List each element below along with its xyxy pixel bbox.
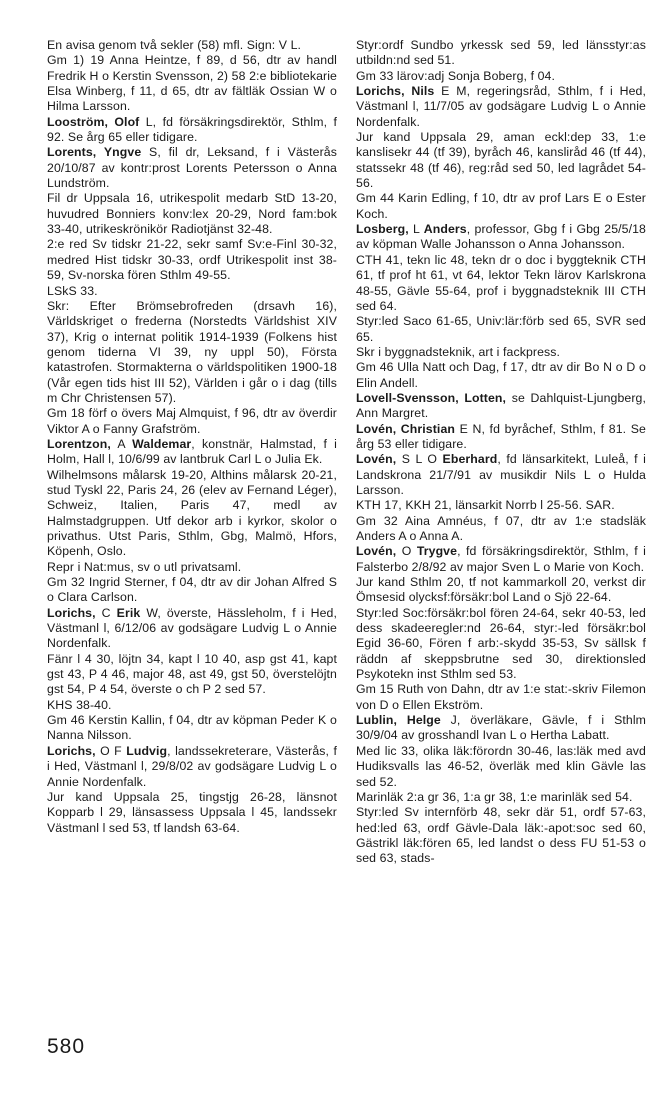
entry-initials: O F bbox=[95, 743, 127, 758]
biography-entry-heading bbox=[356, 422, 646, 453]
entry-details: W, överste, Hässleholm, f i Hed, Västmanl l, 6/12/06 av godsägare Ludvig L o Annie Nordenfalk. bbox=[47, 605, 338, 651]
biography-entry-heading bbox=[356, 544, 646, 575]
biography-paragraph: En avisa genom två sekler (58) mfl. Sign: V L. bbox=[47, 38, 302, 52]
page-number: 580 bbox=[47, 1035, 86, 1058]
biography-entry-heading bbox=[47, 606, 337, 652]
biography-paragraph: Gm 44 Karin Edling, f 10, dtr av prof Lars E o Ester Koch. bbox=[356, 191, 646, 221]
entry-details: , landssekreterare, Västerås, f i Hed, Västmanl l, 29/8/02 av godsägare Ludvig L o Annie Nordenfalk. bbox=[47, 743, 337, 789]
biography-paragraph: Gm 32 Aina Amnéus, f 07, dtr av 1:e stadsläk Anders A o Anna A. bbox=[356, 513, 646, 543]
entry-surname: Lorentzon, bbox=[47, 436, 111, 451]
entry-surname: Lovell-Svensson, Lotten, bbox=[356, 390, 507, 405]
biography-entry-heading bbox=[356, 452, 646, 498]
biography-entry-heading bbox=[47, 437, 337, 468]
entry-details: se Dahlquist-Ljungberg, Ann Margret. bbox=[356, 390, 646, 421]
biography-paragraph: Fänr l 4 30, löjtn 34, kapt l 10 40, asp gst 41, kapt gst 43, P 4 46, major 48, ast 49, gst 50, överstelöjtn gst 54, P 4 54, överste o ch P 2 sed 57. bbox=[47, 651, 337, 697]
entry-details: , professor, Gbg f i Gbg 25/5/18 av köpman Walle Johansson o Anna Johansson. bbox=[356, 222, 646, 252]
biography-paragraph: Skr i byggnadsteknik, art i fackpress. bbox=[356, 344, 561, 359]
biography-entry-heading bbox=[356, 713, 646, 744]
entry-surname: Lovén, bbox=[356, 452, 397, 467]
biography-paragraph: Styr:led Sv internförb 48, sekr där 51, ordf 57-63, hed:led 63, ordf Gävle-Dala läk:-apot:soc sed 60, Gästrikl läk:fören 65, led landst o dess FU 51-53 o sed 63, stads- bbox=[356, 805, 646, 866]
biography-paragraph: Styr:led Saco 61-65, Univ:lär:förb sed 65, SVR sed 65. bbox=[356, 314, 646, 344]
biography-paragraph: Gm 1) 19 Anna Heintze, f 89, d 56, dtr av handl Fredrik H o Kerstin Svensson, 2) 58 2:e bibliotekarie Elsa Winberg, f 11, d 65, dtr av fältläk Ossian W o Hilma Larsson. bbox=[47, 53, 337, 114]
entry-surname: Lorichs, bbox=[47, 605, 96, 620]
entry-details: E M, regeringsråd, Sthlm, f i Hed, Västmanl l, 11/7/05 av godsägare Ludvig L o Annie Nordenfalk. bbox=[356, 84, 646, 129]
biography-paragraph: Repr i Nat:mus, sv o utl privatsaml. bbox=[47, 559, 242, 574]
biography-paragraph: Wilhelmsons målarsk 19-20, Althins målarsk 20-21, stud Tyskl 22, Paris 24, 26 (elev av Fernand Léger), Schweiz, Italien, Paris 47, medl av Halmstadgruppen. Utf dekor arb i kyrkor, skolor o privathus. Utst Paris, Sthlm, Gbg, Malmö, Hfors, Köpenh, Oslo. bbox=[47, 467, 337, 559]
entry-details: , konstnär, Halmstad, f i Holm, Hall l, 10/6/99 av lantbruk Carl L o Julia Ek. bbox=[47, 436, 337, 467]
biography-paragraph: 2:e red Sv tidskr 21-22, sekr samf Sv:e-Finl 30-32, medred Hist tidskr 30-33, ordf Utrikespolit inst 38-59, Sv-norska fören Sthlm 49-55. bbox=[47, 237, 337, 283]
biography-paragraph: Gm 46 Kerstin Kallin, f 04, dtr av köpman Peder K o Nanna Nilsson. bbox=[47, 713, 337, 743]
entry-given-name: Waldemar bbox=[132, 436, 192, 451]
entry-surname: Losberg, bbox=[356, 222, 409, 237]
biography-paragraph: Fil dr Uppsala 16, utrikespolit medarb StD 13-20, huvudred Bonniers konv:lex 20-29, Nord fam:bok 33-40, utrikeskrönikör Radiotjänst 32-48. bbox=[47, 191, 337, 237]
right-column bbox=[356, 38, 646, 867]
biography-entry-heading bbox=[47, 145, 337, 191]
biography-paragraph: Skr: Efter Brömsebrofreden (drsavh 16), Världskriget o frederna (Norstedts Världshist XIV 37), Krig o internat politik 1914-1939 (Folkens hist genom tiderna VI 39, ny uppl 50), Första katastrofen. Stormakterna o världspolitiken 1900-18 (Vår egen tids hist III 52), Världen i går o i dag (tills m Chr Christensen 57). bbox=[47, 298, 337, 405]
entry-initials: A bbox=[110, 436, 133, 451]
biography-entry-heading bbox=[356, 84, 646, 130]
biography-entry-heading bbox=[47, 744, 337, 790]
biography-entry-heading bbox=[356, 222, 646, 253]
biography-paragraph: Styr:led Soc:försäkr:bol fören 24-64, sekr 40-53, led dess skadeeregler:nd 26-64, styr:-led försäkr:bol Egid 36-60, Fören f arb:-skydd 35-53, Sv sällsk f räddn af skeppsbrutne sed 30, direktionsled Psykotekn inst Sthlm sed 53. bbox=[356, 605, 646, 682]
entry-surname: Lorichs, bbox=[47, 743, 96, 758]
entry-details: , fd försäkringsdirektör, Sthlm, f i Falsterbo 2/8/92 av major Sven L o Marie von Koch. bbox=[356, 544, 646, 574]
entry-initials: O bbox=[396, 544, 417, 559]
entry-initials: L bbox=[408, 222, 424, 237]
entry-details: S, fil dr, Leksand, f i Västerås 20/10/87 av kontr:prost Lorents Petersson o Anna Lundström. bbox=[47, 145, 337, 191]
biography-paragraph: CTH 41, tekn lic 48, tekn dr o doc i byggteknik CTH 61, tf prof ht 61, vt 64, lektor Tekn lärov Karlskrona 48-55, Gävle 55-64, prof i byggnadsteknik III CTH sed 64. bbox=[356, 252, 646, 313]
biography-paragraph: Jur kand Uppsala 25, tingstjg 26-28, länsnot Kopparb l 29, länsassess Uppsala l 45, landssekr Västmanl l sed 53, tf landsh 63-64. bbox=[47, 789, 337, 835]
entry-given-name: Trygve bbox=[416, 544, 458, 559]
entry-surname: Lorichs, Nils bbox=[356, 84, 435, 99]
biography-paragraph: Gm 33 lärov:adj Sonja Boberg, f 04. bbox=[356, 68, 555, 83]
entry-given-name: Ludvig bbox=[126, 743, 168, 758]
left-column bbox=[47, 38, 337, 836]
entry-initials: S L O bbox=[396, 452, 443, 467]
biography-paragraph: Styr:ordf Sundbo yrkessk sed 59, led länsstyr:as utbildn:nd sed 51. bbox=[356, 38, 646, 68]
biography-paragraph: Gm 18 förf o övers Maj Almquist, f 96, dtr av överdir Viktor A o Fanny Grafström. bbox=[47, 406, 337, 436]
entry-details: L, fd försäkringsdirektör, Sthlm, f 92. Se årg 65 eller tidigare. bbox=[47, 114, 337, 145]
biography-paragraph: KTH 17, KKH 21, länsarkit Norrb l 25-56. SAR. bbox=[356, 498, 615, 513]
entry-details: J, överläkare, Gävle, f i Sthlm 30/9/04 av grosshandl Ivan L o Hertha Labatt. bbox=[356, 713, 646, 743]
biography-paragraph: Jur kand Uppsala 29, aman eckl:dep 33, 1:e kanslisekr 44 (tf 39), byråch 46, kansliråd 46 (tf 44), statssekr 48 (tf 46), reg:råd sed 50, led lagrådet 54-56. bbox=[356, 130, 646, 191]
biography-entry-heading bbox=[47, 115, 337, 146]
entry-given-name: Erik bbox=[116, 605, 141, 620]
biography-paragraph: Marinläk 2:a gr 36, 1:a gr 38, 1:e marinläk sed 54. bbox=[356, 789, 633, 804]
entry-surname: Lorents, Yngve bbox=[47, 145, 142, 160]
biography-paragraph: LSkS 33. bbox=[47, 283, 98, 298]
biography-paragraph: Gm 46 Ulla Natt och Dag, f 17, dtr av dir Bo N o D o Elin Andell. bbox=[356, 360, 646, 390]
entry-surname: Looström, Olof bbox=[47, 114, 140, 129]
biography-paragraph: Gm 32 Ingrid Sterner, f 04, dtr av dir Johan Alfred S o Clara Carlson. bbox=[47, 575, 337, 605]
entry-details: , fd länsarkitekt, Luleå, f i Landskrona 21/7/91 av musikdir Nils L o Hulda Larsson. bbox=[356, 452, 646, 497]
biography-paragraph: Jur kand Sthlm 20, tf not kammarkoll 20, verkst dir Ömsesid olycksf:försäkr:bol Land o Sjö 22-64. bbox=[356, 575, 646, 605]
biography-paragraph: KHS 38-40. bbox=[47, 697, 112, 712]
biography-paragraph: Med lic 33, olika läk:förordn 30-46, las:läk med avd Hudiksvalls las 46-52, överläk med klin Gävle las sed 52. bbox=[356, 743, 646, 789]
entry-details: E N, fd byråchef, Sthlm, f 81. Se årg 53 eller tidigare. bbox=[356, 421, 646, 451]
entry-surname: Lovén, Christian bbox=[356, 421, 456, 436]
entry-given-name: Eberhard bbox=[442, 452, 498, 467]
entry-initials: C bbox=[95, 605, 117, 620]
biography-paragraph: Gm 15 Ruth von Dahn, dtr av 1:e stat:-skriv Filemon von D o Ellen Ekström. bbox=[356, 682, 646, 712]
entry-surname: Lublin, Helge bbox=[356, 713, 441, 728]
entry-given-name: Anders bbox=[423, 222, 467, 237]
biography-entry-heading bbox=[356, 391, 646, 422]
entry-surname: Lovén, bbox=[356, 544, 397, 559]
